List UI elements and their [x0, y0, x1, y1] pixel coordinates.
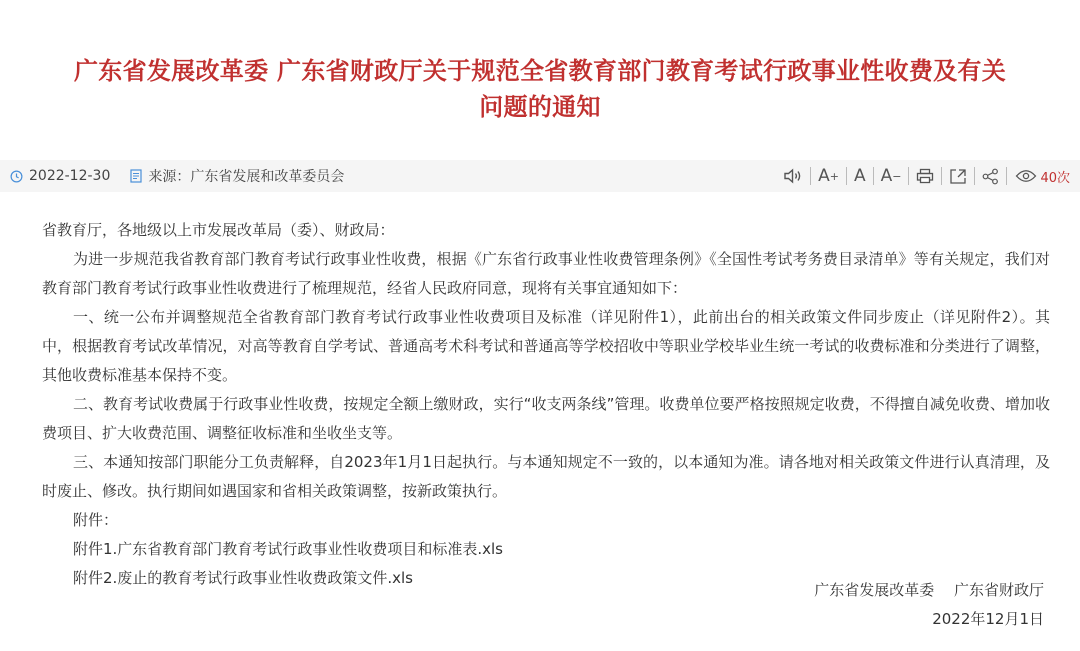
view-count-text: 40次	[1040, 170, 1070, 186]
paragraph-4: 三、本通知按部门职能分工负责解释，自2023年1月1日起执行。与本通知规定不一致的，以本通知为准。请各地对相关政策文件进行认真清理，及时废止、修改。执行期间如遇国家和省相关政策调整，按新政策执行。	[42, 453, 1050, 500]
source	[130, 166, 344, 186]
font-increase-icon[interactable]: A +	[818, 166, 839, 186]
date-text: 2022-12-30	[29, 168, 111, 184]
issuers: 广东省发展改革委 广东省财政厅	[814, 581, 1044, 599]
share-icon[interactable]	[975, 164, 1006, 188]
clock-icon	[10, 170, 23, 183]
paragraph-1: 为进一步规范我省教育部门教育考试行政事业性收费，根据《广东省行政事业性收费管理条例》《全国性考试考务费目录清单》等有关规定，我们对教育部门教育考试行政事业性收费进行了梳理规范，经省人民政府同意，现将有关事宜通知如下：	[42, 250, 1050, 297]
paragraph-3: 二、教育考试收费属于行政事业性收费，按规定全额上缴财政，实行“收支两条线”管理。收费单位要严格按照规定收费，不得擅自减免收费、增加收费项目、扩大收费范围、调整征收标准和坐收坐支等。	[42, 395, 1050, 442]
article-title	[30, 53, 1050, 125]
article-body	[42, 216, 1050, 593]
font-decrease-icon[interactable]: A −	[880, 166, 902, 186]
speaker-icon[interactable]	[776, 164, 810, 188]
meta-bar	[0, 160, 1080, 192]
signature-block	[814, 576, 1044, 634]
eye-icon	[1015, 169, 1037, 183]
font-reset-icon[interactable]: A	[853, 166, 866, 186]
attachments-label: 附件：	[73, 511, 119, 529]
bookmark-icon[interactable]	[942, 164, 974, 188]
attachment-1-link[interactable]: 附件1.广东省教育部门教育考试行政事业性收费项目和标准表.xls	[73, 540, 503, 558]
toolbar	[776, 164, 1080, 188]
document-icon	[130, 169, 142, 183]
view-count	[1007, 167, 1076, 186]
title-line-1: 广东省发展改革委 广东省财政厅关于规范全省教育部门教育考试行政事业性收费及有关	[73, 57, 1007, 85]
salutation: 省教育厅，各地级以上市发展改革局（委）、财政局：	[42, 221, 395, 239]
signature-date: 2022年12月1日	[932, 610, 1044, 628]
title-line-2: 问题的通知	[479, 93, 601, 121]
source-text: 来源：广东省发展和改革委员会	[148, 169, 345, 185]
attachment-2-link[interactable]: 附件2.废止的教育考试行政事业性收费政策文件.xls	[73, 569, 413, 587]
paragraph-2: 一、统一公布并调整规范全省教育部门教育考试行政事业性收费项目及标准（详见附件1），此前出台的相关政策文件同步废止（详见附件2）。其中，根据教育考试改革情况，对高等教育自学考试、普通高考术科考试和普通高等学校招收中等职业学校毕业生统一考试的收费标准和分类进行了调整，其他收费标准基本保持不变。	[42, 308, 1050, 384]
publish-date	[10, 168, 110, 184]
print-icon[interactable]	[909, 164, 941, 188]
